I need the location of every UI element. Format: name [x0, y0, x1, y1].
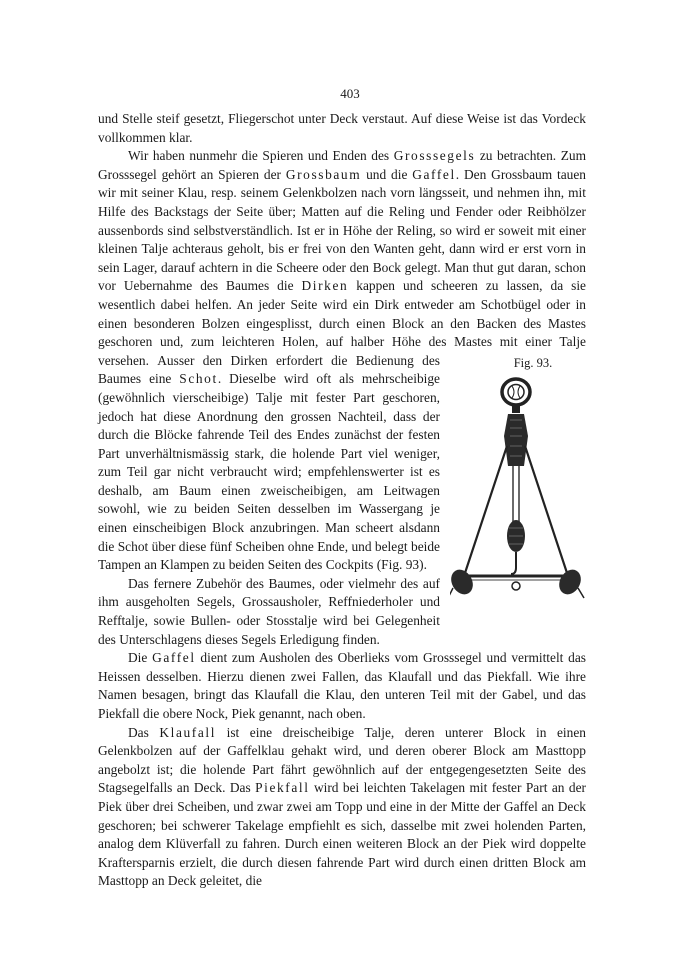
text-run: und die	[361, 166, 413, 182]
text-run: Ausser den Dirken erfordert die Bedienung des Baumes eine	[98, 352, 440, 387]
page-number: 403	[340, 86, 360, 101]
spaced-term: Grossbaum	[285, 166, 362, 182]
body-text	[98, 110, 586, 891]
text-run: Wir haben nunmehr die Spieren und Enden des	[128, 148, 394, 164]
text-run: zu betrachten. Zum Grosssegel gehört an Spieren der	[98, 148, 586, 182]
text-run: und Stelle steif gesetzt, Fliegerschot unter Deck verstaut. Auf diese Weise ist das Vordeck vollkommen klar.	[98, 111, 586, 145]
text-run: Das	[128, 724, 160, 740]
spaced-term: Gaffel	[152, 650, 196, 666]
text-run: Die	[128, 650, 153, 666]
paragraph	[98, 110, 586, 147]
text-run: . Den Grossbaum tauen wir mit seiner Klau, resp. seinem Gelenkbolzen nach vorn längsseit, und nehmen ihn, mit Hilfe des Backstags der Seite über; Matten auf die Reling und Fender oder Reibhölzer aussenbords sind selbstverständlich. Ist er in Höhe der Reling, so wird er soweit mit einer kleinen Talje achteraus geholt, bis er frei von den Wanten geht, dann wird er erst vorn in sein Lager, darauf achtern in die Scheere oder den Bock gelegt. Man thut gut daran, schon vor Uebernahme des Baumes die	[98, 166, 586, 294]
text-run: kappen und scheeren zu lassen, da sie wesentlich dabei helfen. An jeder Seite wird ein Dirk entweder am Schotbügel oder in einen besonderen Bolzen eingesplisst, durch einen Block an den Backen des Mastes geschoren und, zum leichteren Holen, auf halber Höhe des Mastes mit einer Talje versehen.	[98, 278, 586, 368]
spaced-term: Gaffel	[412, 166, 456, 182]
spaced-term: Grosssegels	[393, 148, 476, 164]
spaced-term: Schot	[179, 371, 218, 387]
text-run: Das fernere Zubehör des Baumes, oder vielmehr des auf ihm ausgeholten Segels, Grossausholer, Reffniederholer und Refftalje, sowie Bullen- oder Stosstalje wird bei Gelegenheit des Unterschlagens dieses Segels Erledigung finden.	[98, 575, 440, 647]
spaced-term: Dirken	[301, 278, 349, 294]
text-run: ist eine dreischeibige Talje, deren unterer Block in einen Gelenkbolzen auf der Gaffelklau gehakt wird, und deren oberer Block am Masttopp angebolzt ist; die holende Part fährt gewöhnlich auf der entgegengesetzten Seite des Stagsegelfalls an Deck. Das	[98, 724, 586, 796]
text-run: . Dieselbe wird oft als mehrscheibige (gewöhnlich vierscheibige) Talje mit fester Part geschoren, jedoch hat diese Anordnung den grossen Nachteil, dass der durch die Blöcke fahrende Teil des Endes zunächst der festen Part unverhältnismässig stark, die holende Part viel weniger, zum Teil gar nicht verbraucht wird; empfehlenswerter ist es deshalb, am Baum einen zweischeibigen, am Leitwagen sowohl, wie zu beiden Seiten desselben im Wassergang je einen einscheibigen Block anzubringen. Man scheert alsdann die Schot über diese fünf Scheiben ohne Ende, und belegt beide Tampen an Klampen zu beiden Seiten des Cockpits (Fig. 93).	[98, 371, 441, 573]
paragraph	[98, 724, 586, 891]
spaced-term: Klaufall	[159, 724, 217, 740]
spaced-term: Piekfall	[255, 780, 310, 796]
text-run: wird bei leichten Takelagen mit fester Part an der Piek über drei Scheiben, und zwar zwei am Topp und eine in der Mitte der Gaffel an Deck geschoren; bei schwerer Takelage empfiehlt es sich, dasselbe mit zwei holenden Parten, analog dem Klüverfall zu fahren. Durch einen weiteren Block an der Piek wird doppelte Kraftersparnis erzielt, die durch diesen fahrende Part wird durch einen dritten Block am Masttopp an Deck geleitet, die	[98, 780, 586, 889]
paragraph	[98, 649, 586, 723]
figure-93	[450, 354, 586, 612]
sheet-tackle-illustration-icon	[450, 376, 586, 612]
text-run: dient zum Ausholen des Oberlieks vom Grosssegel und vermittelt das Heissen desselben. Hierzu dienen zwei Fallen, das Klaufall und das Piekfall. Wie ihre Namen besagen, bringt das Klaufall die Klau, den unteren Teil mit der Gabel, und das Piekfall die obere Nock, Piek genannt, nach oben.	[98, 650, 586, 721]
figure-caption: Fig. 93.	[513, 355, 553, 370]
paragraph	[98, 147, 586, 575]
